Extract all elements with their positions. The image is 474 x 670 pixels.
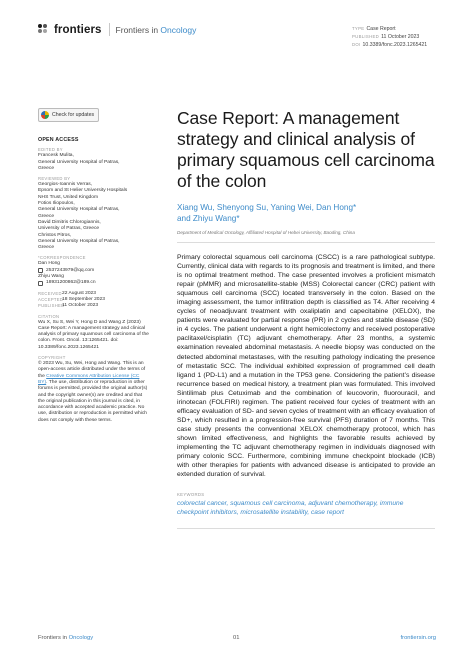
correspondent-name: Zhiyu Wang: [38, 274, 64, 280]
correspondence-section: *CORRESPONDENCE Dan Hong 2537243979@qq.com Zhiyu Wang 18931200862@189.cn: [38, 255, 150, 286]
received-date: RECEIVED 22 August 2023: [38, 290, 96, 296]
dates-section: [38, 291, 150, 310]
frontiers-logo[interactable]: [38, 23, 196, 36]
correspondent-email[interactable]: 18931200862@189.cn: [38, 280, 150, 286]
crossmark-icon: [41, 111, 49, 119]
meta-published: PUBLISHED 11 October 2023: [352, 34, 420, 41]
footer-journal: Frontiers in Oncology: [38, 635, 94, 641]
check-for-updates-button[interactable]: Check for updates: [38, 108, 99, 122]
open-access-label: OPEN ACCESS: [38, 137, 79, 143]
email-icon: [38, 268, 43, 273]
footer-site-link[interactable]: frontiersin.org: [400, 635, 436, 641]
article-main: [177, 108, 435, 529]
copyright-text: © 2023 Wu, Su, Wei, Hong and Wang. This is an open-access article distributed under the terms of the Creative Commons Attribution License (CC BY). The use, distribution or reproduction in other forums is permitted, provided the original author(s) and the copyright owner(s) are credited and that the original publication in this journal is cited, in accordance with accepted academic practice. No use, distribution or reproduction is permitted which does not comply with these terms.: [38, 361, 148, 423]
article-sidebar: [38, 108, 150, 428]
email-icon: [38, 281, 43, 286]
citation-text: Wu X, Su S, Wei Y, Hong D and Wang Z (2023) Case Report: A management strategy and clinical analysis of primary squamous cell carcinoma of the colon. Front. Oncol. 13:1265421. doi: 10.3389/fonc.2023.1265421: [38, 319, 149, 350]
reviewed-by-section: REVIEWED BY Georgios-Ioannis Verras, Epsom and St Helier University Hospitals NHS Trust, United Kingdom Fotios Iliopoulos, General University Hospital of Patras, Greece David Dimitris Chlorogiannis, University of Patras, Greece Christos Pitros, General University Hospital of Patras, Greece: [38, 176, 128, 251]
page-number: 01: [233, 635, 240, 641]
article-meta: [352, 25, 427, 50]
citation-section: CITATION Wu X, Su S, Wei Y, Hong D and Wang Z (2023) Case Report: A management strategy and clinical analysis of primary squamous cell carcinoma of the colon. Front. Oncol. 13:1265421. doi: 10.3389/fonc.2023.1265421: [38, 313, 149, 350]
page-header: [0, 0, 474, 60]
brand-name: frontiers: [54, 23, 102, 36]
meta-type: TYPE Case Report: [352, 26, 396, 32]
edited-by-section: EDITED BY Francesk Mulita, General University Hospital of Patras, Greece: [38, 147, 120, 171]
author-list[interactable]: Xiang Wu, Shenyong Su, Yaning Wei, Dan Hong* and Zhiyu Wang*: [177, 203, 357, 223]
article-title: Case Report: A management strategy and clinical analysis of primary squamous cell carcinoma of the colon: [177, 108, 435, 191]
meta-doi: DOI 10.3389/fonc.2023.1265421: [352, 42, 428, 49]
keywords-list[interactable]: colorectal cancer, squamous cell carcinoma, adjuvant chemotherapy, immune checkpoint inhibitors, microsatellite instability, case report: [177, 500, 404, 516]
affiliation: Department of Medical Oncology, Affiliated Hospital of Hebei University, Baoding, China: [177, 230, 435, 243]
keywords-divider: [177, 528, 435, 529]
abstract-text: Primary colorectal squamous cell carcinoma (CSCC) is a rare pathological subtype. Currently, clinical data with regards to its prognosis and treatment is limited, and there is no optimal treatment method. The case presented involves a proficient mismatch repair (pMMR) and microsatellite-stable (MSS) Colorectal cancer (CRC) patient with squamous cell carcinoma (SCC) located transversely in the colon. Based on the imaging assessment, the tumor infiltration depth is classified as T4. After receiving 4 cycles of neoadjuvant treatment with oxaliplatin and capecitabine (XELOX), the patients were evaluated for partial response (PR) in 2 cycles and stable disease (SD) in 4 cycles. The patient underwent a right hemicolectomy and received postoperative paclitaxel/cisplatin (TC) adjuvant chemotherapy. After 23 months, a systemic examination revealed abdominal metastasis. A needle biopsy was conducted on the detected abdominal metastases, with the resulting pathology indicating the presence of metastatic SCC. The individual exhibited expression of programmed cell death ligand 1 (PD-L1) and a mutation in the TP53 gene. Considering the patient’s disease recurrence based on medical history, a treatment plan was formulated. This involved Sintilimab plus Cetuximab and the combination of leucovorin, fluorouracil, and irinotecan (FOLFIRI) regimen. The patient received four cycles of treatment with an efficacy evaluation of SD- and seven cycles of treatment with an efficacy evaluation of SD+, which resulted in a progression-free survival (PFS) duration of 7 months. This case study presents the conventional XELOX chemotherapy protocol, which has shown limited effectiveness, and highlights the favorable results achieved by implementing the TC adjuvant chemotherapy regimen in individuals diagnosed with primary colonic SCC. Furthermore, combining immune checkpoint blockade (ICB) with other therapies for patients with advanced disease is anticipated to provide an extended duration of survival.: [177, 254, 435, 479]
copyright-section: COPYRIGHT © 2023 Wu, Su, Wei, Hong and Wang. This is an open-access article distributed under the terms of the Creative Commons Attribution License (CC BY). The use, distribution or reproduction in other forums is permitted, provided the original author(s) and the copyright owner(s) are credited and that the original publication in this journal is cited, in accordance with accepted academic practice. No use, distribution or reproduction is permitted which does not comply with these terms.: [38, 355, 150, 424]
logo-divider: [109, 23, 110, 36]
frontiers-logo-icon: [38, 24, 50, 36]
journal-name: Frontiers in Oncology: [115, 24, 197, 35]
correspondent-email[interactable]: 2537243979@qq.com: [38, 268, 150, 274]
accepted-date: ACCEPTED 18 September 2023: [38, 296, 105, 302]
published-date: PUBLISHED 11 October 2023: [38, 303, 99, 309]
correspondent-name: Dan Hong: [38, 261, 61, 267]
keywords-label: KEYWORDS: [177, 492, 205, 498]
cc-by-license-link[interactable]: Creative Commons Attribution License (CC BY): [38, 373, 140, 385]
